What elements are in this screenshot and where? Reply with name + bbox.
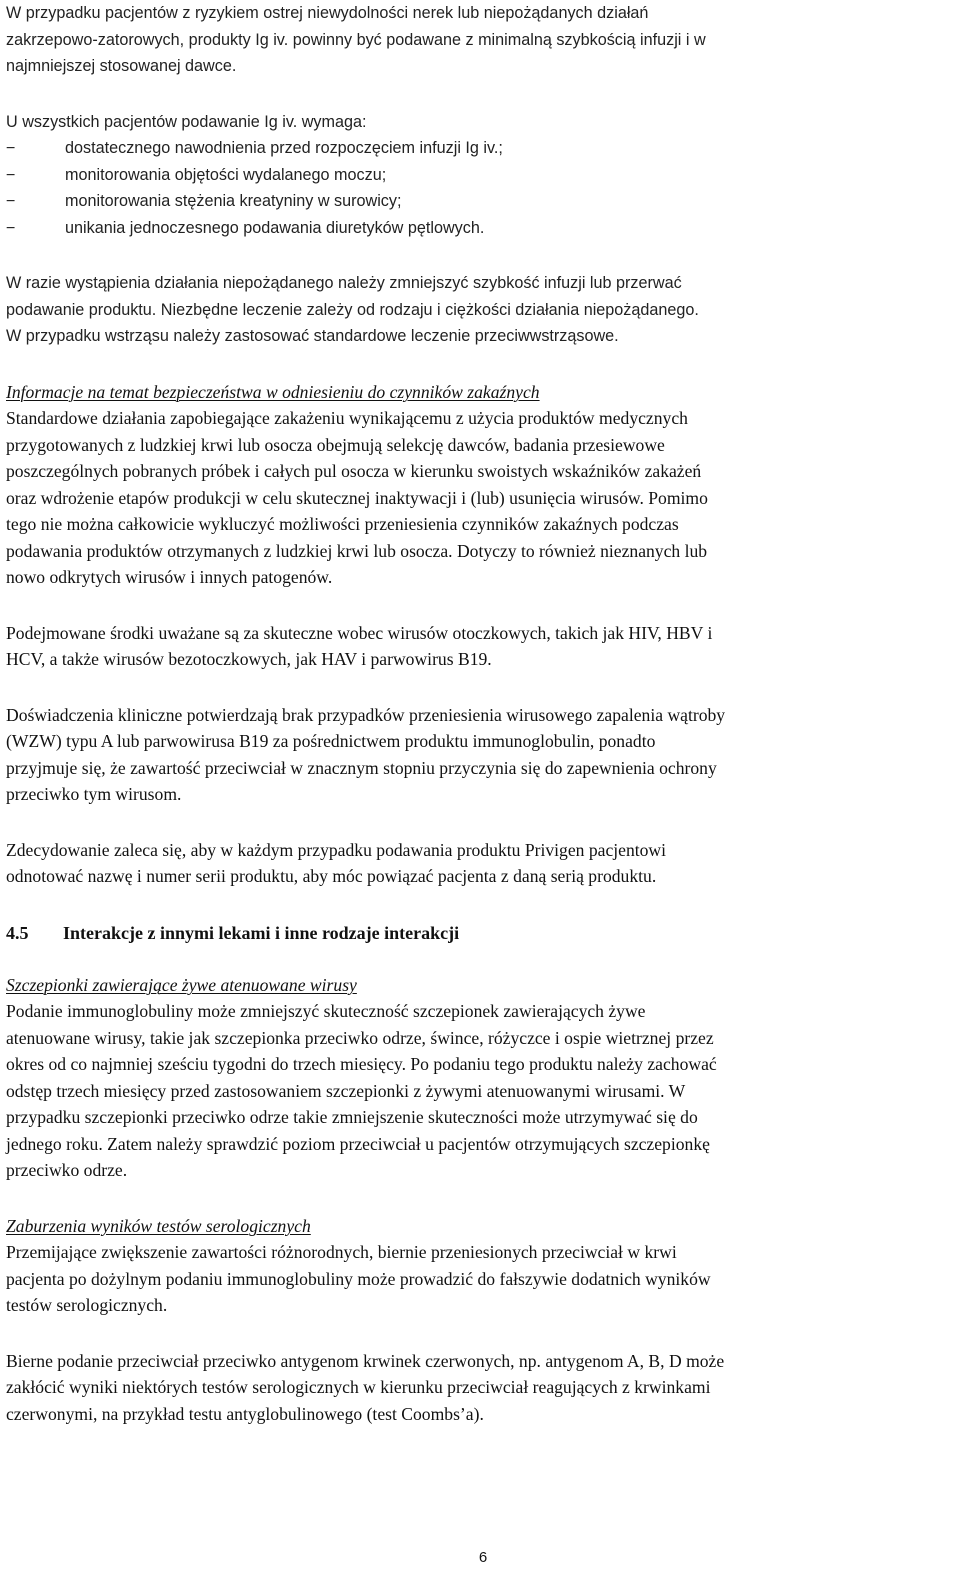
- section-subheading: Szczepionki zawierające żywe atenuowane wirusy: [6, 974, 357, 995]
- text-line: (WZW) typu A lub parwowirusa B19 za pośrednictwem produktu immunoglobulin, ponadto: [6, 731, 656, 751]
- requirements-list: [6, 135, 950, 241]
- text-line: zakrzepowo-zatorowych, produkty Ig iv. powinny być podawane z minimalną szybkością infuzji i w: [6, 30, 706, 49]
- dash-bullet: −: [6, 218, 16, 237]
- text-line: testów serologicznych.: [6, 1295, 168, 1315]
- requirements-block: [6, 109, 950, 242]
- text-line: nowo odkrytych wirusów i innych patogenów.: [6, 567, 333, 587]
- safety-paragraph-1: [6, 405, 950, 591]
- text-line: odstęp trzech miesięcy przed zastosowaniem szczepionki z żywymi atenuowanymi wirusami. W: [6, 1080, 686, 1101]
- text-line: atenuowane wirusy, takie jak szczepionka przeciwko odrze, śwince, różyczce i ospie wietrznej przez: [6, 1027, 714, 1048]
- vaccines-section: [6, 972, 950, 1184]
- safety-paragraph-4: [6, 837, 950, 890]
- list-item-text: monitorowania objętości wydalanego moczu;: [65, 165, 387, 184]
- list-item: [6, 135, 950, 162]
- list-item: [6, 188, 950, 215]
- text-line: pacjenta po dożylnym podaniu immunoglobuliny może prowadzić do fałszywie dodatnich wyników: [6, 1268, 711, 1289]
- text-line: tego nie można całkowicie wykluczyć możliwości przeniesienia czynników zakaźnych podczas: [6, 514, 679, 534]
- document-page: [6, 0, 950, 1427]
- text-line: przygotowanych z ludzkiej krwi lub osocza obejmują selekcję dawców, badania przesiewowe: [6, 434, 665, 455]
- safety-section: [6, 379, 950, 890]
- safety-paragraph-3: [6, 702, 950, 808]
- text-line: W przypadku pacjentów z ryzykiem ostrej niewydolności nerek lub niepożądanych działań: [6, 4, 649, 22]
- text-line: okres od co najmniej sześciu tygodni do trzech miesięcy. Po podaniu tego produktu należy zachować: [6, 1054, 717, 1074]
- text-line: przeciwko tym wirusom.: [6, 784, 182, 804]
- list-item-text: monitorowania stężenia kreatyniny w surowicy;: [65, 192, 402, 210]
- text-line: czerwonymi, na przykład testu antyglobulinowego (test Coombs’a).: [6, 1403, 484, 1424]
- text-line: przyjmuje się, że zawartość przeciwciał w znacznym stopniu przyczynia się do zapewnienia ochrony: [6, 757, 717, 778]
- text-line: przeciwko odrze.: [6, 1160, 128, 1180]
- list-item: [6, 162, 950, 189]
- text-line: HCV, a także wirusów bezotoczkowych, jak HAV i parwowirus B19.: [6, 649, 492, 669]
- section-title: Interakcje z innymi lekami i inne rodzaje interakcji: [63, 922, 460, 943]
- text-line: Standardowe działania zapobiegające zakażeniu wynikającemu z użycia produktów medycznych: [6, 408, 688, 428]
- dash-bullet: −: [6, 139, 16, 157]
- text-line: Bierne podanie przeciwciał przeciwko antygenom krwinek czerwonych, np. antygenom A, B, D może: [6, 1350, 725, 1371]
- dash-bullet: −: [6, 165, 16, 184]
- text-line: W razie wystąpienia działania niepożądanego należy zmniejszyć szybkość infuzji lub przerwać: [6, 274, 682, 292]
- dash-bullet: −: [6, 192, 16, 210]
- list-item: [6, 215, 950, 242]
- section-subheading: Zaburzenia wyników testów serologicznych: [6, 1215, 311, 1236]
- safety-paragraph-2: [6, 620, 950, 673]
- text-line: odnotować nazwę i numer serii produktu, aby móc powiązać pacjenta z daną serią produktu.: [6, 866, 657, 886]
- text-line: Przemijające zwiększenie zawartości różnorodnych, biernie przeniesionych przeciwciał w krwi: [6, 1242, 677, 1262]
- text-line: oraz wdrożenie etapów produkcji w celu skutecznej inaktywacji i (lub) usunięcia wirusów. Pomimo: [6, 487, 708, 508]
- text-line: przypadku szczepionki przeciwko odrze takie zmniejszenie skuteczności może utrzymywać się do: [6, 1107, 698, 1127]
- text-line: zakłócić wyniki niektórych testów serologicznych w kierunku przeciwciał reagujących z krwinkami: [6, 1377, 711, 1397]
- section-number: 4.5: [6, 922, 29, 943]
- text-line: Podanie immunoglobuliny może zmniejszyć skuteczność szczepionek zawierających żywe: [6, 1001, 646, 1021]
- adverse-paragraph: [6, 270, 950, 350]
- requirements-lead: U wszystkich pacjentów podawanie Ig iv. wymaga:: [6, 112, 367, 131]
- list-item-text: unikania jednoczesnego podawania diuretyków pętlowych.: [65, 218, 485, 237]
- text-line: Podejmowane środki uważane są za skuteczne wobec wirusów otoczkowych, takich jak HIV, HBV i: [6, 622, 713, 643]
- section-subheading: Informacje na temat bezpieczeństwa w odniesieniu do czynników zakaźnych: [6, 381, 540, 402]
- section-heading: [6, 920, 950, 946]
- serology-section: [6, 1213, 950, 1428]
- text-line: Zdecydowanie zaleca się, aby w każdym przypadku podawania produktu Privigen pacjentowi: [6, 839, 667, 860]
- text-line: W przypadku wstrząsu należy zastosować standardowe leczenie przeciwwstrząsowe.: [6, 327, 619, 345]
- text-line: jednego roku. Zatem należy sprawdzić poziom przeciwciał u pacjentów otrzymujących szczepionkę: [6, 1133, 710, 1154]
- text-line: Doświadczenia kliniczne potwierdzają brak przypadków przeniesienia wirusowego zapalenia wątroby: [6, 704, 726, 725]
- text-line: poszczególnych pobranych próbek i całych pul osocza w kierunku swoistych wskaźników zakażeń: [6, 461, 702, 481]
- text-line: podawanie produktu. Niezbędne leczenie zależy od rodzaju i ciężkości działania niepożądanego.: [6, 300, 699, 319]
- intro-paragraph: [6, 0, 950, 80]
- page-number: 6: [478, 1549, 488, 1566]
- list-item-text: dostatecznego nawodnienia przed rozpoczęciem infuzji Ig iv.;: [65, 139, 503, 157]
- text-line: podawania produktów otrzymanych z ludzkiej krwi lub osocza. Dotyczy to również nieznanych lub: [6, 540, 708, 561]
- text-line: najmniejszej stosowanej dawce.: [6, 57, 237, 75]
